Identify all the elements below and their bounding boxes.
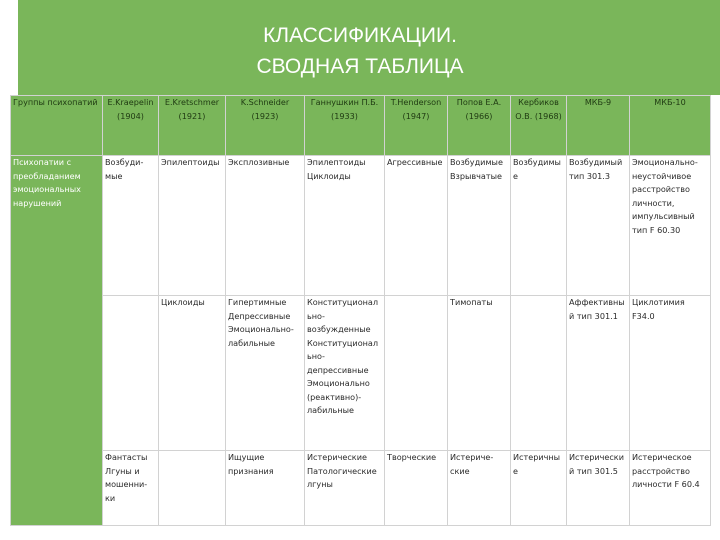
table-cell (305, 296, 385, 451)
cell-text: Истериче- ские (450, 452, 494, 476)
table-cell (511, 451, 567, 526)
cell-text: Циклотимия F34.0 (632, 297, 685, 321)
cell-text: Истерически й тип 301.5 (569, 452, 624, 476)
header-cell-henderson (385, 96, 448, 156)
table-cell (567, 156, 630, 296)
classification-table (10, 95, 711, 526)
group-label: Психопатии с преобладанием эмоциональных нарушений (13, 157, 81, 208)
cell-text: Циклоиды (161, 297, 205, 307)
header-label: МКБ-9 (584, 97, 612, 107)
cell-text: Истерические Патологические лгуны (307, 452, 377, 489)
table-row (11, 156, 711, 296)
header-label: K.Schneider (1923) (240, 97, 290, 121)
header-label: Группы психопатий (13, 97, 98, 107)
table-cell (305, 156, 385, 296)
group-cell (11, 156, 103, 526)
slide-title-line-2: СВОДНАЯ ТАБЛИЦА (256, 55, 464, 78)
header-label: МКБ-10 (654, 97, 686, 107)
table-cell (630, 156, 711, 296)
slide-title-line-1: КЛАССИФИКАЦИИ. (263, 24, 457, 47)
cell-text: Агрессивные (387, 157, 443, 167)
cell-text: Тимопаты (450, 297, 493, 307)
cell-text: Ищущие признания (228, 452, 274, 476)
header-label: E.Kraepelin (1904) (107, 97, 154, 121)
header-label: Кербиков О.В. (1968) (515, 97, 562, 121)
table-cell (226, 296, 305, 451)
cell-text: Возбудимый тип 301.3 (569, 157, 623, 181)
table-header-row (11, 96, 711, 156)
header-label: T.Henderson (1947) (390, 97, 442, 121)
table-cell (159, 156, 226, 296)
table-cell (385, 451, 448, 526)
header-cell-schneider (226, 96, 305, 156)
table-cell (226, 451, 305, 526)
table-cell (159, 451, 226, 526)
cell-text: Возбудимые Взрывчатые (450, 157, 503, 181)
table-cell (385, 296, 448, 451)
table-cell (511, 156, 567, 296)
table-cell (511, 296, 567, 451)
table-cell (567, 451, 630, 526)
table-row (11, 451, 711, 526)
cell-text: Возбуди- мые (105, 157, 144, 181)
table-cell (226, 156, 305, 296)
cell-text: Эпилептоиды (161, 157, 220, 167)
cell-text: Эксплозивные (228, 157, 290, 167)
table-cell (448, 296, 511, 451)
header-label: Попов Е.А. (1966) (456, 97, 502, 121)
table-cell (103, 451, 159, 526)
header-cell-popov (448, 96, 511, 156)
cell-text: Истерическое расстройство личности F 60.4 (632, 452, 700, 489)
cell-text: Творческие (387, 452, 437, 462)
table-cell (103, 156, 159, 296)
header-cell-kerbikov (511, 96, 567, 156)
header-cell-kraepelin (103, 96, 159, 156)
cell-text: Истеричные (513, 452, 561, 476)
table-cell (630, 296, 711, 451)
table-cell (159, 296, 226, 451)
slide-title (0, 20, 720, 82)
cell-text: Фантасты Лгуны и мошенни- ки (105, 452, 148, 503)
cell-text: Возбудимы е (513, 157, 561, 181)
header-cell-kretschmer (159, 96, 226, 156)
table-row (11, 296, 711, 451)
cell-text: Эмоционально- неустойчивое расстройство личности, импульсивный тип F 60.30 (632, 157, 698, 235)
table-cell (448, 451, 511, 526)
header-cell-mkb10 (630, 96, 711, 156)
table-cell (103, 296, 159, 451)
cell-text: Конституционал ьно- возбужденные Конституционал ьно- депрессивные Эмоционально (реактивно)- лабильные (307, 297, 379, 415)
table-cell (567, 296, 630, 451)
table-cell (385, 156, 448, 296)
table-cell (630, 451, 711, 526)
cell-text: Гипертимные Депрессивные Эмоционально- лабильные (228, 297, 294, 348)
header-cell-gannushkin (305, 96, 385, 156)
cell-text: Эпилептоиды Циклоиды (307, 157, 366, 181)
table-cell (305, 451, 385, 526)
header-cell-groups (11, 96, 103, 156)
cell-text: Аффективны й тип 301.1 (569, 297, 625, 321)
header-cell-mkb9 (567, 96, 630, 156)
header-label: E.Kretschmer (1921) (164, 97, 220, 121)
header-label: Ганнушкин П.Б. (1933) (310, 97, 379, 121)
table-cell (448, 156, 511, 296)
